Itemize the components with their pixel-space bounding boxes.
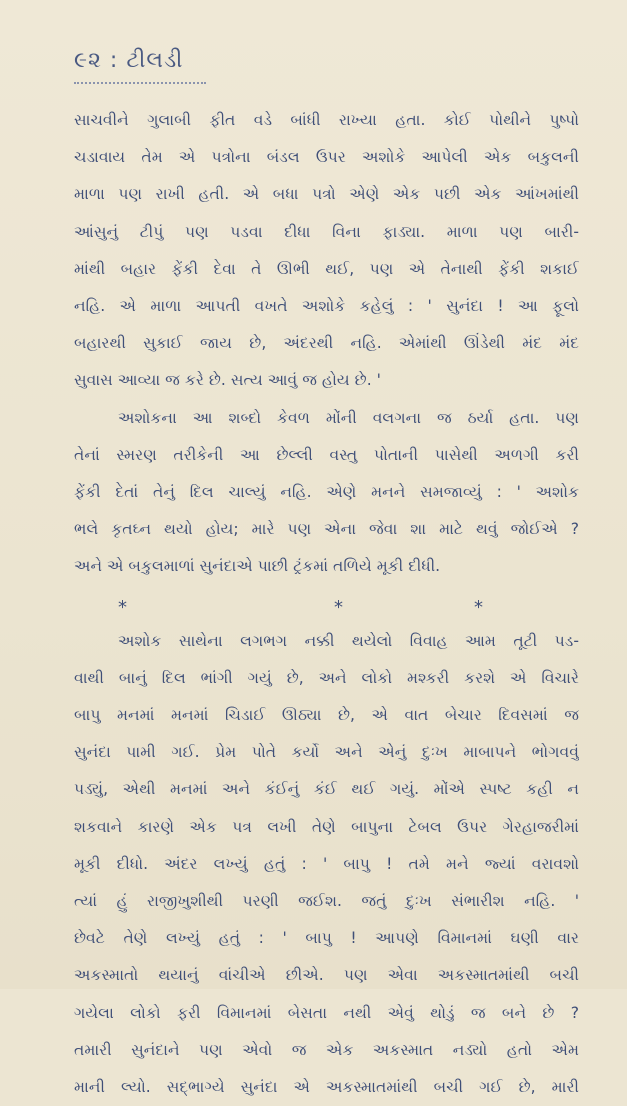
text-line: મૂકી દીધો. અંદર લખ્યું હતું : ' બાપુ ! તમે મને જ્યાં વરાવશો — [74, 854, 579, 873]
text-line: બાપુ મનમાં મનમાં ચિડાઈ ઊઠ્યા છે, એ વાત બેચાર દિવસમાં જ — [74, 706, 579, 724]
separator-star: * — [474, 597, 483, 619]
text-line: નહિ. એ માળા આપતી વખતે અશોકે કહેલું : ' સુનંદા ! આ ફૂલો — [74, 296, 579, 315]
text-line: સુવાસ આવ્યા જ કરે છે. સત્ય આવું જ હોય છે. ' — [74, 371, 381, 390]
section-separator — [74, 585, 579, 622]
page-number-and-title: ૯૨ : ટીલડી — [74, 48, 184, 73]
text-line: તમારી સુનંદાને પણ એવો જ એક અકસ્માત નડ્યો હતો એમ — [74, 1040, 579, 1059]
separator-star: * — [334, 597, 343, 619]
body-text — [74, 102, 579, 1106]
text-line: ભલે કૃતઘ્ન થયો હોય; મારે પણ એના જેવા શા માટે થવું જોઈએ ? — [74, 520, 579, 539]
text-line: સાચવીને ગુલાબી ફીત વડે બાંધી રાખ્યા હતા. કોઈ પોથીને પુષ્પો — [74, 111, 579, 129]
text-line: ચડાવાય તેમ એ પત્રોના બંડલ ઉપર અશોકે આપેલી એક બકુલની — [74, 148, 579, 167]
text-line: અને એ બકુલમાળાં સુનંદાએ પાછી ટ્રંકમાં તળિયે મૂકી દીધી. — [74, 557, 441, 576]
page-header — [74, 48, 183, 73]
text-line: અશોક સાથેના લગભગ નક્કી થયેલો વિવાહ આમ તૂટી પડ- — [118, 631, 579, 650]
text-line: આંસુનું ટીપું પણ પડવા દીધા વિના ફાડ્યા. માળા પણ બારી- — [74, 222, 579, 241]
text-line: છેવટે તેણે લખ્યું હતું : ' બાપુ ! આપણે વિમાનમાં ઘણી વાર — [74, 929, 579, 948]
header-underline — [74, 82, 206, 84]
text-line: બહારથી સુકાઈ જાય છે, અંદરથી નહિ. એમાંથી ઊંડેથી મંદ મંદ — [74, 334, 579, 353]
text-line: સુનંદા પામી ગઈ. પ્રેમ પોતે કર્યો અને એનું દુઃખ માબાપને ભોગવવું — [74, 743, 579, 762]
text-line: શકવાને કારણે એક પત્ર લખી તેણે બાપુના ટેબલ ઉપર ગેરહાજરીમાં — [74, 817, 579, 836]
text-line: માંથી બહાર ફેંકી દેવા તે ઊભી થઈ, પણ એ તેનાથી ફેંકી શકાઈ — [74, 259, 579, 278]
text-line: તેનાં સ્મરણ તરીકેની આ છેલ્લી વસ્તુ પોતાની પાસેથી અળગી કરી — [74, 445, 579, 464]
text-line: માની લ્યો. સદ્ભાગ્યે સુનંદા એ અકસ્માતમાંથી બચી ગઈ છે, મારી — [74, 1077, 579, 1096]
text-line: ત્યાં હું રાજીખુશીથી પરણી જઈશ. જતું દુઃખ સંભારીશ નહિ. ' — [74, 891, 579, 910]
separator-star: * — [118, 597, 127, 619]
text-line: અકસ્માતો થયાનું વાંચીએ છીએ. પણ એવા અકસ્માતમાંથી બચી — [74, 966, 579, 985]
text-line: અશોકના આ શબ્દો કેવળ મોંની વલગના જ ઠર્યા હતા. પણ — [118, 408, 579, 427]
text-line: ફેંકી દેતાં તેનું દિલ ચાલ્યું નહિ. એણે મનને સમજાવ્યું : ' અશોક — [74, 482, 579, 501]
text-line: વાથી બાનું દિલ ભાંગી ગયું છે, અને લોકો મશ્કરી કરશે એ વિચારે — [74, 668, 579, 687]
text-line: ગયેલા લોકો ફરી વિમાનમાં બેસતા નથી એવું થોડું જ બને છે ? — [74, 1003, 579, 1022]
text-line: પડ્યું, એથી મનમાં અને કંઈનું કંઈ થઈ ગયું. મોંએ સ્પષ્ટ કહી ન — [74, 780, 579, 799]
text-line: માળા પણ રાખી હતી. એ બધા પત્રો એણે એક પછી એક આંખમાંથી — [74, 185, 579, 204]
